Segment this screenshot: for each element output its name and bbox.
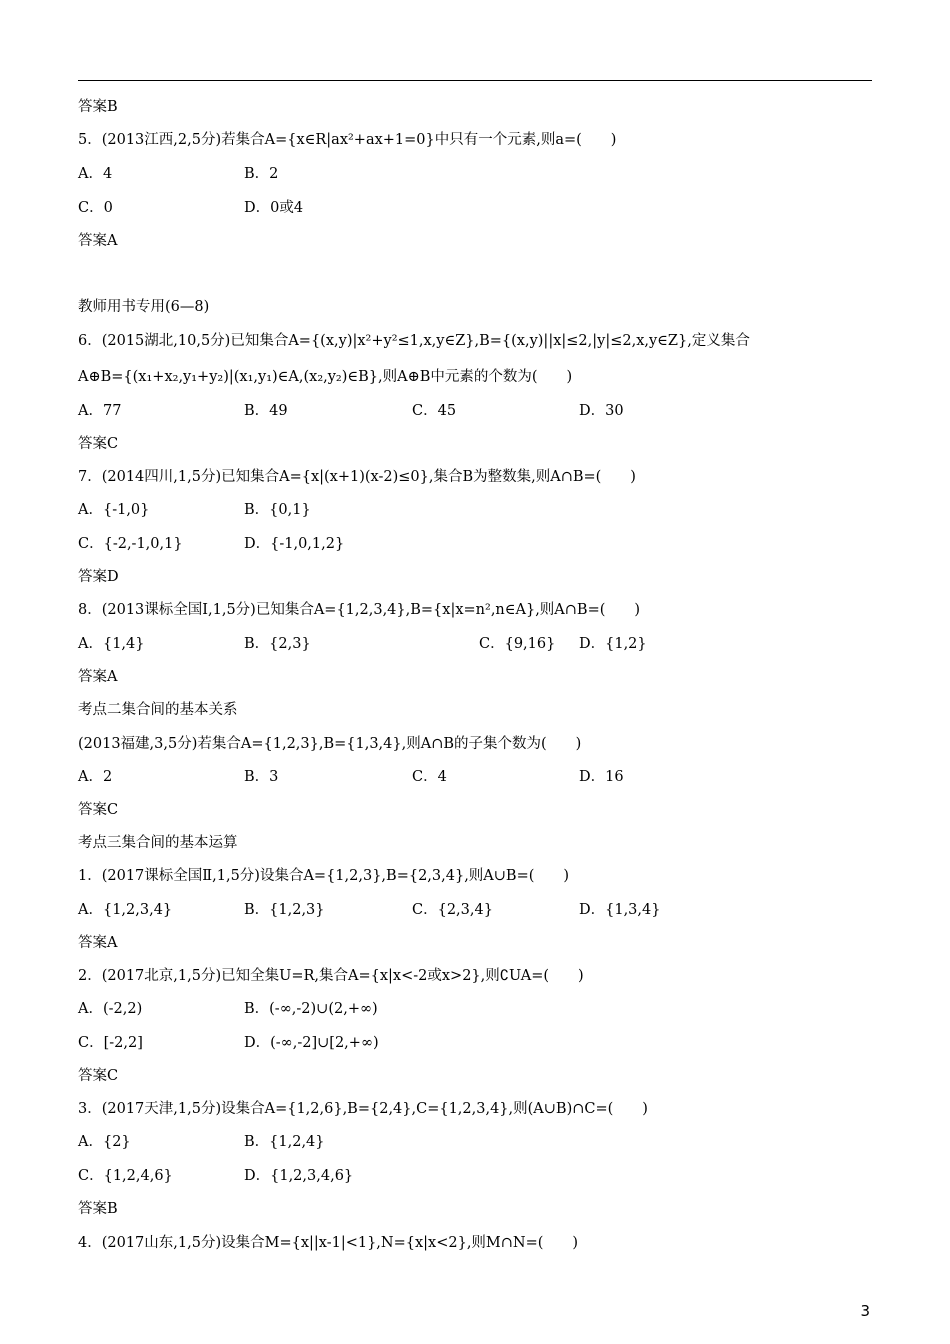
question-1: 1．(2017课标全国Ⅱ,1,5分)设集合A={1,2,3},B={2,3,4},则A∪B=( ) (78, 868, 570, 884)
question-6-line-1: 6．(2015湖北,10,5分)已知集合A={(x,y)|x²+y²≤1,x,y∈Z},B={(x,y)||x|≤2,|y|≤2,x,y∈Z},定义集合 (78, 333, 750, 349)
q1-option-b: B．{1,2,3} (244, 902, 325, 918)
q7-option-d: D．{-1,0,1,2} (244, 536, 345, 552)
q3-option-a: A．{2} (78, 1134, 131, 1150)
q3-option-d: D．{1,2,3,4,6} (244, 1168, 354, 1184)
question-7: 7．(2014四川,1,5分)已知集合A={x|(x+1)(x-2)≤0},集合B为整数集,则A∩B=( ) (78, 469, 636, 485)
q2-option-c: C．[-2,2] (78, 1035, 143, 1051)
section-heading-kp2: 考点二集合间的基本关系 (78, 702, 238, 718)
header-rule (78, 80, 872, 81)
q5-option-a: A．4 (78, 166, 113, 182)
answer-line: 答案C (78, 802, 119, 818)
question-5: 5．(2013江西,2,5分)若集合A={x∈R|ax²+ax+1=0}中只有一个元素,则a=( ) (78, 132, 617, 148)
qk2-option-d: D．16 (579, 769, 624, 785)
q3-option-c: C．{1,2,4,6} (78, 1168, 173, 1184)
q2-option-b: B．(-∞,-2)∪(2,+∞) (244, 1001, 378, 1017)
q1-option-c: C．{2,3,4} (412, 902, 493, 918)
answer-line: 答案A (78, 233, 118, 249)
answer-line: 答案A (78, 669, 118, 685)
question-4: 4．(2017山东,1,5分)设集合M={x||x-1|<1},N={x|x<2},则M∩N=( ) (78, 1235, 579, 1251)
q5-option-d: D．0或4 (244, 200, 304, 216)
answer-line: 答案B (78, 1201, 118, 1217)
q6-option-a: A．77 (78, 403, 122, 419)
q8-option-a: A．{1,4} (78, 636, 145, 652)
q8-option-c: C．{9,16} (479, 636, 556, 652)
question-2: 2．(2017北京,1,5分)已知全集U=R,集合A={x|x<-2或x>2},则∁UA=( ) (78, 968, 584, 984)
q1-option-a: A．{1,2,3,4} (78, 902, 173, 918)
q2-option-a: A．(-2,2) (78, 1001, 143, 1017)
teacher-section-heading: 教师用书专用(6—8) (78, 299, 210, 315)
question-6-line-2: A⊕B={(x₁+x₂,y₁+y₂)|(x₁,y₁)∈A,(x₂,y₂)∈B},则A⊕B中元素的个数为( ) (78, 369, 573, 385)
question-kp2: (2013福建,3,5分)若集合A={1,2,3},B={1,3,4},则A∩B的子集个数为( ) (78, 736, 582, 752)
qk2-option-b: B．3 (244, 769, 279, 785)
q8-option-b: B．{2,3} (244, 636, 311, 652)
q7-option-b: B．{0,1} (244, 502, 311, 518)
answer-line: 答案D (78, 569, 119, 585)
q7-option-c: C．{-2,-1,0,1} (78, 536, 183, 552)
q6-option-c: C．45 (412, 403, 457, 419)
q1-option-d: D．{1,3,4} (579, 902, 661, 918)
answer-line: 答案C (78, 436, 119, 452)
page-number: 3 (860, 1302, 870, 1320)
q6-option-d: D．30 (579, 403, 624, 419)
q2-option-d: D．(-∞,-2]∪[2,+∞) (244, 1035, 379, 1051)
q8-option-d: D．{1,2} (579, 636, 647, 652)
q5-option-b: B．2 (244, 166, 279, 182)
q7-option-a: A．{-1,0} (78, 502, 150, 518)
qk2-option-a: A．2 (78, 769, 113, 785)
question-3: 3．(2017天津,1,5分)设集合A={1,2,6},B={2,4},C={1,2,3,4},则(A∪B)∩C=( ) (78, 1101, 648, 1117)
answer-line: 答案C (78, 1068, 119, 1084)
q5-option-c: C．0 (78, 200, 113, 216)
q3-option-b: B．{1,2,4} (244, 1134, 325, 1150)
section-heading-kp3: 考点三集合间的基本运算 (78, 835, 238, 851)
qk2-option-c: C．4 (412, 769, 447, 785)
answer-line: 答案B (78, 99, 118, 115)
answer-line: 答案A (78, 935, 118, 951)
question-8: 8．(2013课标全国Ⅰ,1,5分)已知集合A={1,2,3,4},B={x|x=n²,n∈A},则A∩B=( ) (78, 602, 641, 618)
q6-option-b: B．49 (244, 403, 288, 419)
